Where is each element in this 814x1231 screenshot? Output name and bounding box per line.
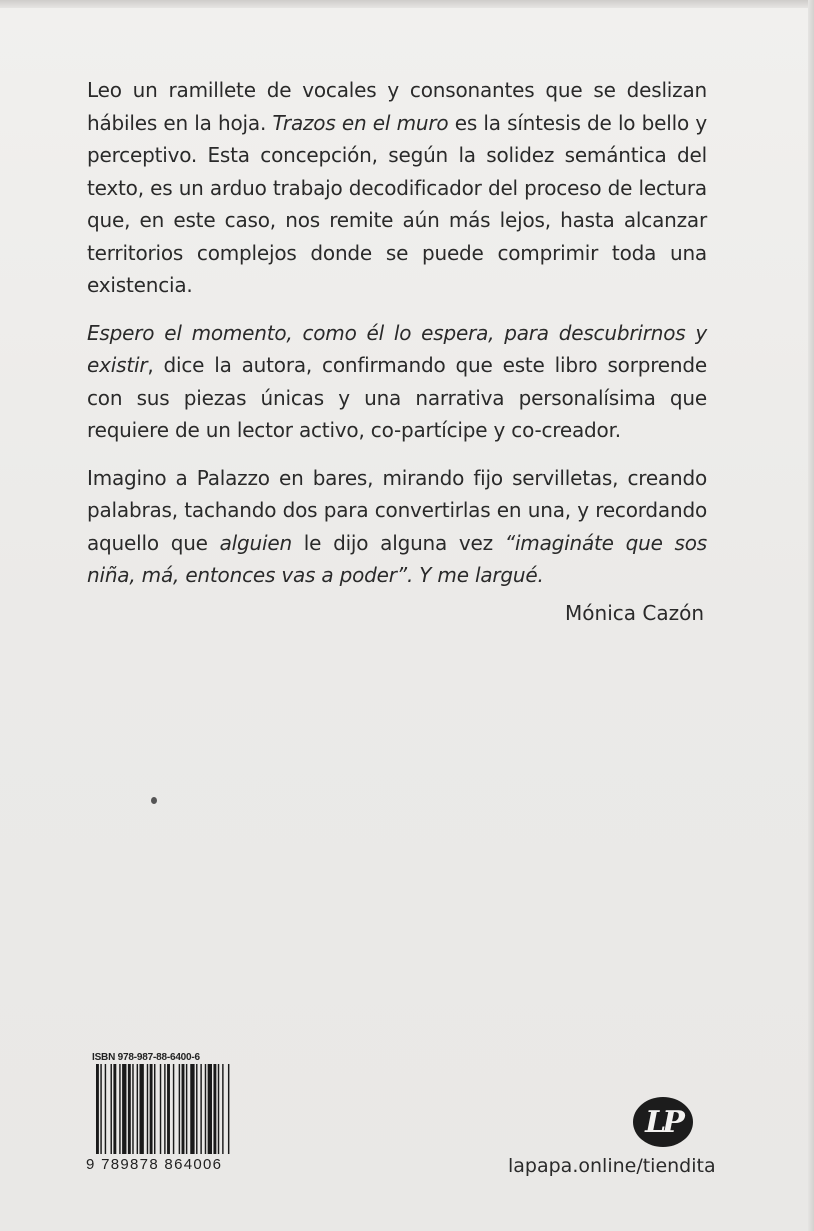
isbn-label: ISBN 978-987-88-6400-6 [92,1052,200,1063]
barcode-bar [200,1064,201,1154]
barcode-digits: 9 789878 864006 [86,1156,223,1173]
barcode-bar [137,1064,138,1154]
barcode-bar [147,1064,148,1154]
blurb-paragraph-3 [87,462,707,592]
barcode-bar [105,1064,106,1154]
text-run: Imagino a Palazzo en bares, mirando fijo servilletas, creando palabras, tachando dos para convertirlas en una, y recordando aquello que [87,465,707,555]
barcode-bar [196,1064,197,1154]
barcode-bar [160,1064,161,1154]
barcode-bar [100,1064,101,1154]
barcode-bar [222,1064,223,1154]
barcode-bar [213,1064,216,1154]
barcode-bar [173,1064,174,1154]
text-run: es la síntesis de lo bello y perceptivo. Esta concepción, según la solidez semántica del texto, es un arduo trabajo decodificador del proceso de lectura que, en este caso, nos remite aún más lejos, hasta alcanzar territorios complejos donde se puede comprimir toda una existencia. [87,110,707,297]
barcode-bars [86,1064,258,1156]
text-run: Leo un ramillete de vocales y consonantes que se deslizan hábiles en la hoja. [87,78,707,135]
barcode-bar [122,1064,126,1154]
barcode-bar [218,1064,219,1154]
print-speck [151,797,157,804]
italic-text-run: “imagináte que sos niña, má, entonces vas a poder”. Y me largué. [87,530,707,587]
blurb-paragraph-2 [87,317,707,447]
barcode-bar [140,1064,144,1154]
blurb-paragraph-1 [87,74,707,302]
barcode-bar [96,1064,99,1154]
barcode-bar [128,1064,131,1154]
text-run: , dice la autora, confirmando que este libro sorprende con sus piezas únicas y una narrativa personalísima que requiere de un lector activo, co-partícipe y co-creador. [87,353,707,442]
barcode-bar [167,1064,170,1154]
barcode-bar [150,1064,153,1154]
barcode-bar [186,1064,187,1154]
publisher-logo: LP [633,1097,693,1147]
barcode-bar [208,1064,212,1154]
barcode-bar [190,1064,194,1154]
barcode-bar [228,1064,229,1154]
barcode-bar [111,1064,112,1154]
barcode-bar [119,1064,120,1154]
barcode-bar [154,1064,155,1154]
barcode-bar [179,1064,180,1154]
cover-top-edge [0,0,814,8]
barcode-bar [182,1064,185,1154]
barcode-bar [205,1064,206,1154]
italic-text-run: Trazos en el muro [272,110,449,135]
blurb-signature: Mónica Cazón [565,601,704,625]
text-run: le dijo alguna vez [291,530,505,555]
barcode-bar [113,1064,116,1154]
publisher-url: lapapa.online/tiendita [508,1155,716,1177]
cover-right-edge [808,0,814,1231]
italic-text-run: Espero el momento, como él lo espera, para descubrirnos y existir [87,320,707,377]
isbn-barcode [86,1052,258,1178]
italic-text-run: alguien [219,530,292,555]
barcode-bar [132,1064,133,1154]
back-cover-blurb [87,74,707,607]
barcode-bar [164,1064,165,1154]
